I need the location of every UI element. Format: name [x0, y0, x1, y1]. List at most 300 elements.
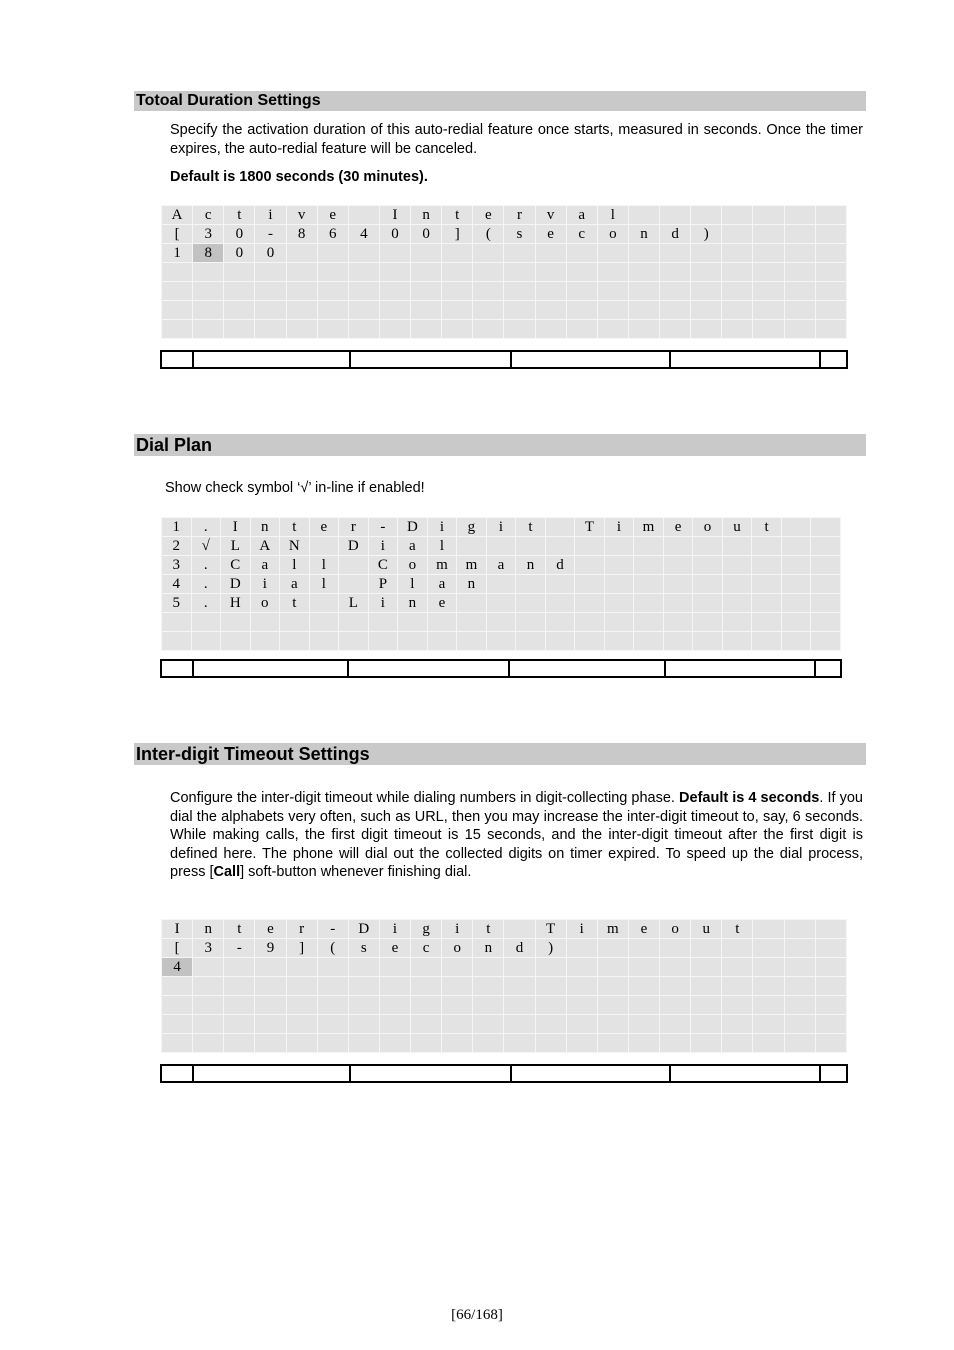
lcd-cell	[753, 206, 784, 225]
lcd-cell	[516, 537, 546, 556]
lcd-cell: c	[193, 206, 224, 225]
lcd-cell	[604, 632, 634, 651]
lcd-cell: a	[427, 575, 457, 594]
lcd-cell	[784, 1015, 815, 1034]
lcd-cell	[693, 613, 723, 632]
lcd-cell: A	[250, 537, 280, 556]
lcd-cell	[722, 556, 752, 575]
lcd-cell	[597, 958, 628, 977]
lcd-cell	[442, 320, 473, 339]
softkey-slot	[162, 352, 194, 367]
lcd-cell: o	[442, 939, 473, 958]
softkey-slot	[351, 1066, 512, 1081]
lcd-cell	[575, 556, 605, 575]
lcd-cell	[442, 1015, 473, 1034]
lcd-cell: -	[224, 939, 255, 958]
lcd-cell	[162, 282, 193, 301]
lcd-cell	[473, 1015, 504, 1034]
lcd-cell: e	[255, 920, 286, 939]
lcd-cell: n	[250, 518, 280, 537]
lcd-cell	[535, 282, 566, 301]
lcd-cell: n	[398, 594, 428, 613]
lcd-cell	[597, 1034, 628, 1053]
lcd-cell	[811, 575, 841, 594]
lcd-cell	[348, 320, 379, 339]
lcd-cell	[660, 958, 691, 977]
lcd-cell: ]	[286, 939, 317, 958]
lcd-cell	[162, 613, 192, 632]
softkey-slot	[194, 352, 351, 367]
lcd-cell	[286, 320, 317, 339]
lcd-cell	[442, 263, 473, 282]
lcd-cell: l	[309, 556, 339, 575]
lcd-cell	[348, 263, 379, 282]
lcd-cell	[604, 575, 634, 594]
lcd-cell	[597, 1015, 628, 1034]
softkey-slot	[512, 352, 671, 367]
lcd-cell: A	[162, 206, 193, 225]
lcd-cell	[411, 320, 442, 339]
lcd-cell: .	[191, 556, 221, 575]
lcd-cell: e	[628, 920, 659, 939]
lcd-cell: o	[250, 594, 280, 613]
lcd-cell	[693, 632, 723, 651]
lcd-cell	[784, 206, 815, 225]
lcd-cell	[379, 244, 410, 263]
lcd-cell	[784, 225, 815, 244]
lcd-cell	[660, 263, 691, 282]
lcd-cell	[722, 244, 753, 263]
lcd-cell	[628, 977, 659, 996]
lcd-row	[162, 958, 847, 977]
lcd-cell	[339, 632, 369, 651]
lcd-cell	[660, 1034, 691, 1053]
lcd-cell	[309, 594, 339, 613]
lcd-cell	[504, 244, 535, 263]
lcd-cell: a	[398, 537, 428, 556]
lcd-cell: L	[339, 594, 369, 613]
lcd-cell	[339, 575, 369, 594]
lcd-cell: i	[442, 920, 473, 939]
lcd-cell: o	[660, 920, 691, 939]
lcd-cell	[784, 1034, 815, 1053]
lcd-cell	[545, 537, 575, 556]
lcd-cell	[691, 206, 722, 225]
lcd-cell	[309, 613, 339, 632]
lcd-cell	[504, 996, 535, 1015]
lcd-cell	[604, 556, 634, 575]
lcd-cell	[566, 939, 597, 958]
softkey-slot	[194, 661, 349, 676]
lcd-cell	[309, 537, 339, 556]
lcd-cell	[348, 996, 379, 1015]
lcd-cell: 0	[411, 225, 442, 244]
lcd-cell	[457, 613, 487, 632]
lcd-cell	[753, 244, 784, 263]
lcd-cell	[348, 958, 379, 977]
lcd-cell	[815, 282, 846, 301]
lcd-screen-inter-digit	[161, 919, 847, 1053]
lcd-row	[162, 301, 847, 320]
lcd-cell	[191, 613, 221, 632]
lcd-cell: d	[545, 556, 575, 575]
lcd-cell	[628, 939, 659, 958]
lcd-cell	[411, 1034, 442, 1053]
lcd-cell: o	[597, 225, 628, 244]
lcd-cell	[193, 1015, 224, 1034]
lcd-cell	[516, 613, 546, 632]
lcd-cell: v	[286, 206, 317, 225]
lcd-cell	[811, 594, 841, 613]
lcd-cell	[691, 244, 722, 263]
lcd-cell	[815, 1015, 846, 1034]
lcd-row	[162, 575, 841, 594]
lcd-cell: m	[427, 556, 457, 575]
lcd-cell: 0	[224, 244, 255, 263]
lcd-cell	[811, 518, 841, 537]
lcd-cell: l	[398, 575, 428, 594]
lcd-row	[162, 206, 847, 225]
lcd-cell: t	[280, 518, 310, 537]
lcd-cell	[722, 1015, 753, 1034]
softkey-slot	[512, 1066, 671, 1081]
lcd-cell	[722, 301, 753, 320]
lcd-cell: a	[566, 206, 597, 225]
lcd-cell	[753, 996, 784, 1015]
lcd-cell	[379, 320, 410, 339]
lcd-cell	[193, 263, 224, 282]
lcd-cell	[162, 632, 192, 651]
lcd-cell	[535, 244, 566, 263]
lcd-cell	[811, 537, 841, 556]
lcd-cell: 1	[162, 518, 192, 537]
lcd-cell: t	[224, 920, 255, 939]
inter-digit-description: Configure the inter-digit timeout while dialing numbers in digit-collecting phase. Default is 4 seconds. If you dial the alphabets very often, such as URL, then you may increase the inter-digit timeout to, say, 6 seconds. While making calls, the first digit timeout is 15 seconds, and the inter-digit timeout after the first digit is defined here. The phone will dial out the collected digits on timer expired. To speed up the dial process, press [Call] soft-button whenever finishing dial.	[170, 790, 863, 880]
lcd-row	[162, 244, 847, 263]
lcd-cell: D	[398, 518, 428, 537]
lcd-cell	[628, 996, 659, 1015]
lcd-cell	[221, 632, 251, 651]
lcd-cell: m	[634, 518, 664, 537]
lcd-cell	[317, 1015, 348, 1034]
lcd-cell: i	[368, 537, 398, 556]
lcd-cell	[566, 282, 597, 301]
lcd-cell: d	[504, 939, 535, 958]
lcd-cell	[660, 939, 691, 958]
lcd-cell: 3	[193, 939, 224, 958]
lcd-screen-dial-plan	[161, 517, 841, 651]
lcd-cell	[286, 263, 317, 282]
lcd-cell	[162, 1015, 193, 1034]
lcd-cell: 3	[193, 225, 224, 244]
lcd-cell	[566, 301, 597, 320]
lcd-cell	[753, 958, 784, 977]
lcd-cell	[504, 1015, 535, 1034]
lcd-cell	[457, 537, 487, 556]
lcd-cell	[309, 632, 339, 651]
lcd-cell: r	[286, 920, 317, 939]
lcd-cell	[486, 575, 516, 594]
lcd-cell	[317, 1034, 348, 1053]
lcd-cell: g	[411, 920, 442, 939]
lcd-cell	[504, 958, 535, 977]
lcd-cell	[663, 632, 693, 651]
lcd-cell: s	[504, 225, 535, 244]
lcd-cell	[628, 958, 659, 977]
lcd-cell	[781, 556, 811, 575]
lcd-cell	[566, 244, 597, 263]
lcd-cell	[221, 613, 251, 632]
lcd-cell	[722, 206, 753, 225]
lcd-cell	[597, 244, 628, 263]
lcd-cell	[691, 320, 722, 339]
lcd-cell	[224, 958, 255, 977]
lcd-cell	[566, 1015, 597, 1034]
lcd-cell	[411, 1015, 442, 1034]
lcd-cell: u	[691, 920, 722, 939]
lcd-cell	[193, 958, 224, 977]
lcd-cell	[660, 244, 691, 263]
section-title-inter-digit: Inter-digit Timeout Settings	[134, 743, 866, 765]
lcd-cell: 8	[193, 244, 224, 263]
lcd-cell	[815, 958, 846, 977]
lcd-cell	[784, 958, 815, 977]
lcd-cell	[691, 958, 722, 977]
lcd-cell	[162, 996, 193, 1015]
lcd-cell	[442, 282, 473, 301]
total-duration-description: Specify the activation duration of this auto-redial feature once starts, measured in seconds. Once the timer expires, the auto-redial feature will be canceled.	[170, 122, 863, 157]
lcd-cell	[722, 225, 753, 244]
lcd-cell	[280, 632, 310, 651]
lcd-cell: T	[535, 920, 566, 939]
lcd-cell	[379, 282, 410, 301]
lcd-cell	[504, 282, 535, 301]
lcd-row	[162, 920, 847, 939]
lcd-cell	[286, 301, 317, 320]
lcd-cell: -	[317, 920, 348, 939]
lcd-cell	[516, 632, 546, 651]
lcd-cell	[575, 594, 605, 613]
lcd-cell: m	[597, 920, 628, 939]
lcd-cell	[473, 301, 504, 320]
lcd-cell	[255, 958, 286, 977]
softkey-slot	[194, 1066, 351, 1081]
lcd-cell: e	[535, 225, 566, 244]
lcd-cell	[693, 556, 723, 575]
lcd-cell	[722, 320, 753, 339]
lcd-cell	[752, 556, 782, 575]
lcd-cell	[442, 977, 473, 996]
lcd-cell	[575, 575, 605, 594]
lcd-cell	[634, 556, 664, 575]
lcd-cell: )	[535, 939, 566, 958]
lcd-cell: H	[221, 594, 251, 613]
lcd-cell	[752, 632, 782, 651]
lcd-cell	[224, 1015, 255, 1034]
lcd-cell: m	[457, 556, 487, 575]
lcd-cell: .	[191, 594, 221, 613]
lcd-row	[162, 518, 841, 537]
lcd-cell	[634, 575, 664, 594]
lcd-cell	[815, 977, 846, 996]
lcd-cell: r	[504, 206, 535, 225]
lcd-cell: t	[516, 518, 546, 537]
lcd-cell	[628, 244, 659, 263]
lcd-cell	[815, 320, 846, 339]
lcd-cell	[663, 575, 693, 594]
lcd-cell: P	[368, 575, 398, 594]
lcd-cell	[286, 244, 317, 263]
lcd-cell: t	[224, 206, 255, 225]
lcd-cell	[691, 977, 722, 996]
lcd-cell	[753, 939, 784, 958]
lcd-row	[162, 320, 847, 339]
lcd-cell: l	[597, 206, 628, 225]
lcd-cell	[753, 920, 784, 939]
lcd-cell	[753, 263, 784, 282]
lcd-cell	[368, 613, 398, 632]
lcd-cell	[604, 594, 634, 613]
lcd-cell	[660, 301, 691, 320]
lcd-cell	[193, 996, 224, 1015]
lcd-cell: l	[280, 556, 310, 575]
lcd-cell	[545, 575, 575, 594]
softkey-slot	[666, 661, 816, 676]
lcd-row	[162, 996, 847, 1015]
lcd-cell	[457, 632, 487, 651]
lcd-cell: a	[250, 556, 280, 575]
lcd-cell	[781, 537, 811, 556]
lcd-row	[162, 594, 841, 613]
lcd-cell: e	[473, 206, 504, 225]
lcd-cell	[634, 613, 664, 632]
lcd-cell	[535, 996, 566, 1015]
lcd-cell: 3	[162, 556, 192, 575]
lcd-cell	[752, 537, 782, 556]
lcd-cell: ]	[442, 225, 473, 244]
lcd-cell: e	[427, 594, 457, 613]
lcd-cell	[255, 977, 286, 996]
lcd-cell	[348, 244, 379, 263]
page-number: [66/168]	[451, 1307, 503, 1323]
lcd-cell	[784, 939, 815, 958]
lcd-cell	[224, 1034, 255, 1053]
lcd-cell	[597, 282, 628, 301]
lcd-cell: -	[368, 518, 398, 537]
lcd-row	[162, 632, 841, 651]
lcd-cell	[781, 613, 811, 632]
total-duration-default: Default is 1800 seconds (30 minutes).	[170, 169, 428, 185]
lcd-cell: u	[722, 518, 752, 537]
lcd-cell: N	[280, 537, 310, 556]
lcd-cell	[597, 301, 628, 320]
lcd-cell	[545, 632, 575, 651]
lcd-cell: c	[411, 939, 442, 958]
lcd-cell	[815, 225, 846, 244]
lcd-cell: I	[379, 206, 410, 225]
lcd-cell	[597, 320, 628, 339]
softkey-bar-total-duration	[160, 350, 848, 369]
lcd-cell	[442, 996, 473, 1015]
lcd-cell: i	[604, 518, 634, 537]
lcd-cell	[193, 320, 224, 339]
lcd-row	[162, 977, 847, 996]
lcd-cell	[722, 282, 753, 301]
lcd-cell: .	[191, 518, 221, 537]
lcd-cell	[634, 537, 664, 556]
lcd-cell	[317, 320, 348, 339]
lcd-cell	[504, 320, 535, 339]
lcd-cell	[457, 594, 487, 613]
lcd-cell	[628, 1034, 659, 1053]
lcd-cell	[604, 537, 634, 556]
lcd-cell: r	[339, 518, 369, 537]
lcd-cell	[379, 996, 410, 1015]
lcd-cell	[722, 977, 753, 996]
lcd-cell: n	[516, 556, 546, 575]
lcd-cell	[815, 301, 846, 320]
lcd-cell	[660, 996, 691, 1015]
lcd-cell	[691, 263, 722, 282]
lcd-cell	[473, 263, 504, 282]
lcd-cell	[535, 301, 566, 320]
lcd-cell	[535, 263, 566, 282]
lcd-cell	[535, 977, 566, 996]
lcd-cell: i	[566, 920, 597, 939]
lcd-cell	[597, 263, 628, 282]
lcd-cell: l	[427, 537, 457, 556]
lcd-cell	[348, 1015, 379, 1034]
lcd-cell	[753, 1015, 784, 1034]
lcd-cell	[255, 1034, 286, 1053]
lcd-cell	[504, 263, 535, 282]
lcd-cell	[663, 537, 693, 556]
lcd-cell	[784, 263, 815, 282]
lcd-cell	[486, 613, 516, 632]
lcd-cell: v	[535, 206, 566, 225]
lcd-cell	[566, 977, 597, 996]
lcd-cell	[660, 320, 691, 339]
lcd-cell	[286, 282, 317, 301]
lcd-cell	[597, 977, 628, 996]
lcd-cell: 5	[162, 594, 192, 613]
lcd-cell: -	[255, 225, 286, 244]
lcd-cell: l	[309, 575, 339, 594]
dial-plan-description: Show check symbol ‘√’ in-line if enabled!	[165, 480, 425, 496]
lcd-cell	[545, 594, 575, 613]
lcd-cell	[535, 958, 566, 977]
lcd-cell	[250, 613, 280, 632]
softkey-slot	[671, 352, 821, 367]
lcd-cell: g	[457, 518, 487, 537]
lcd-row	[162, 1015, 847, 1034]
lcd-cell	[811, 632, 841, 651]
lcd-cell	[722, 594, 752, 613]
lcd-cell	[191, 632, 221, 651]
lcd-cell	[781, 632, 811, 651]
lcd-cell: i	[427, 518, 457, 537]
lcd-cell	[339, 556, 369, 575]
lcd-cell: o	[693, 518, 723, 537]
lcd-cell: L	[221, 537, 251, 556]
lcd-cell: t	[473, 920, 504, 939]
lcd-cell	[504, 920, 535, 939]
lcd-cell	[722, 263, 753, 282]
lcd-cell	[255, 320, 286, 339]
lcd-cell	[815, 244, 846, 263]
lcd-cell	[339, 613, 369, 632]
lcd-cell	[286, 1015, 317, 1034]
